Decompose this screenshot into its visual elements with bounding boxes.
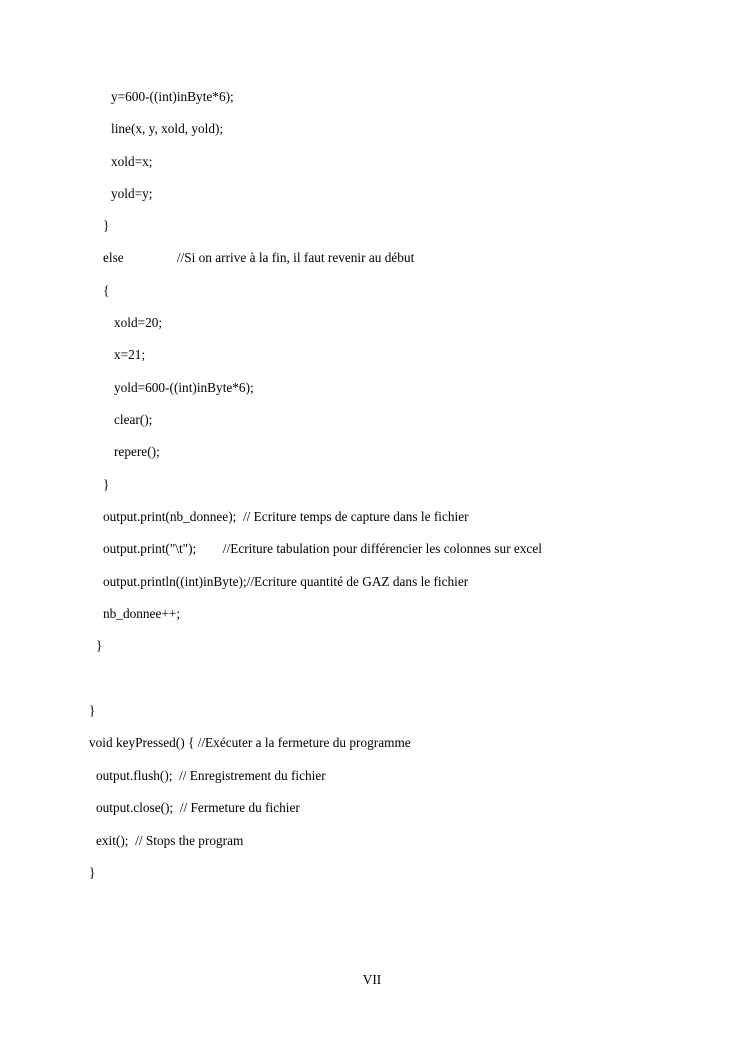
code-line: exit(); // Stops the program bbox=[96, 833, 244, 848]
code-line: } bbox=[89, 703, 96, 718]
code-line: output.close(); // Fermeture du fichier bbox=[96, 800, 300, 815]
code-line: clear(); bbox=[114, 412, 153, 427]
code-line: else //Si on arrive à la fin, il faut revenir au début bbox=[103, 250, 415, 265]
code-line: xold=x; bbox=[111, 154, 153, 169]
code-line: yold=600-((int)inByte*6); bbox=[114, 380, 254, 395]
code-line: output.flush(); // Enregistrement du fichier bbox=[96, 768, 326, 783]
code-line: void keyPressed() { //Exécuter a la fermeture du programme bbox=[89, 735, 411, 750]
code-line: output.print(nb_donnee); // Ecriture temps de capture dans le fichier bbox=[103, 509, 469, 524]
code-line: output.println((int)inByte);//Ecriture quantité de GAZ dans le fichier bbox=[103, 574, 469, 589]
code-line: { bbox=[103, 283, 110, 298]
code-line: } bbox=[89, 865, 96, 880]
code-line: repere(); bbox=[114, 444, 160, 459]
code-line: } bbox=[103, 218, 110, 233]
code-line: xold=20; bbox=[114, 315, 163, 330]
code-line: line(x, y, xold, yold); bbox=[111, 121, 224, 136]
code-line: } bbox=[103, 477, 110, 492]
code-line: y=600-((int)inByte*6); bbox=[111, 89, 234, 104]
code-line: x=21; bbox=[114, 347, 146, 362]
page-number: VII bbox=[362, 972, 382, 987]
code-line: output.print("\t"); //Ecriture tabulation pour différencier les colonnes sur excel bbox=[103, 541, 542, 556]
code-line: nb_donnee++; bbox=[103, 606, 181, 621]
code-line: } bbox=[96, 638, 103, 653]
code-line: yold=y; bbox=[111, 186, 153, 201]
